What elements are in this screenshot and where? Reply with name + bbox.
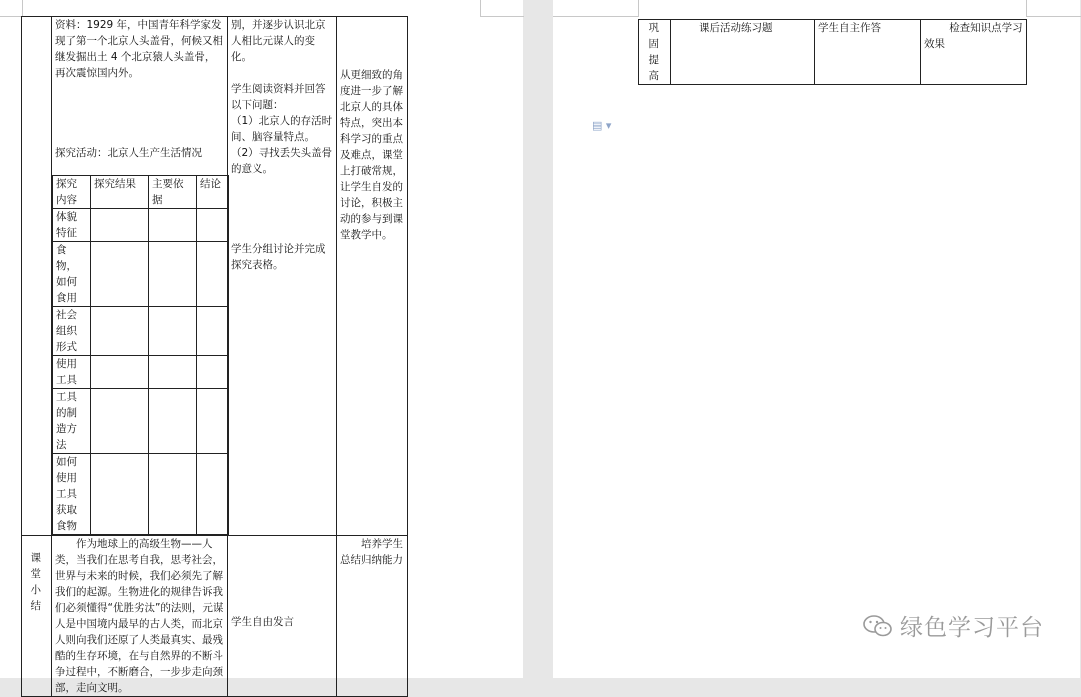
student-text: 学生自主作答 <box>818 22 881 34</box>
lesson-table-right <box>638 19 1027 85</box>
stage-cell <box>639 20 671 85</box>
row-label: 社会组织形式 <box>53 307 91 356</box>
material-text: 资料：1929 年，中国青年科学家发现了第一个北京人头盖骨，何候又相继发掘出土 4 个北京猿人头盖骨，再次震惊国内外。 <box>55 19 223 79</box>
stage-cell <box>22 17 52 536</box>
table-row <box>53 242 229 307</box>
row-label: 食物，如何食用 <box>53 242 91 307</box>
stage-cell <box>22 536 52 697</box>
question-2: （2）寻找丢失头盖骨的意义。 <box>231 147 333 175</box>
table-row-consolidate <box>639 20 1027 85</box>
row-label: 工具的制造方法 <box>53 389 91 454</box>
stage-label: 巩固提高 <box>648 22 659 82</box>
stage-label: 课堂小结 <box>30 552 41 612</box>
intent-cell <box>337 536 408 697</box>
row-label: 如何使用工具获取食物 <box>53 454 91 535</box>
summary-text: 作为地球上的高级生物——人类，当我们在思考自我，思考社会，世界与未来的时候，我们必须先了解我们的起源。生物进化的规律告诉我们必须懂得“优胜劣汰”的法则，元谋人是中国境内最早的古人类，而北京人则向我们还原了人类最真实、最残酷的生存环境，在与自然界的不断斗争过程中，不断磨合，一步步走向颈部，走向文明。 <box>55 538 224 694</box>
header-cell: 探究结果 <box>91 176 149 209</box>
content-text: 课后活动练习题 <box>699 22 773 34</box>
crop-mark-top-right <box>480 0 524 17</box>
row-label: 体貌特征 <box>53 209 91 242</box>
explore-table-header <box>53 176 229 209</box>
intent-text: 从更细致的角度进一步了解北京人的具体特点，突出本科学习的重点及难点，课堂上打破常规，让学生自发的讨论，积极主动的参与到课堂教学中。 <box>340 69 403 241</box>
header-cell: 结论 <box>197 176 229 209</box>
table-row-explore <box>22 17 408 536</box>
content-cell <box>52 536 228 697</box>
activity-title: 探究活动：北京人生产生活情况 <box>55 147 202 159</box>
student-text-top: 别，并逐步认识北京人相比元谋人的变化。 <box>231 19 326 63</box>
watermark <box>862 609 1044 642</box>
table-row-summary <box>22 536 408 697</box>
table-row <box>53 307 229 356</box>
student-group-text: 学生分组讨论并完成探究表格。 <box>231 243 326 271</box>
lesson-table-left <box>21 16 408 697</box>
document-page-left <box>0 0 523 694</box>
row-label: 使用工具 <box>53 356 91 389</box>
crop-mark-top-right <box>1026 0 1081 17</box>
header-cell: 探究内容 <box>53 176 91 209</box>
table-row <box>53 356 229 389</box>
student-activity-cell <box>228 536 337 697</box>
document-page-right <box>553 0 1080 678</box>
table-row <box>53 209 229 242</box>
content-cell <box>52 17 228 536</box>
header-cell: 主要依据 <box>149 176 197 209</box>
intent-cell <box>921 20 1027 85</box>
wechat-icon <box>862 613 894 639</box>
student-activity-cell <box>228 17 337 536</box>
intent-text: 检查知识点学习效果 <box>924 22 1023 50</box>
intent-text: 培养学生总结归纳能力 <box>340 538 403 566</box>
intent-cell <box>337 17 408 536</box>
question-1: （1）北京人的存活时间、脑容量特点。 <box>231 115 333 143</box>
student-text: 学生自由发言 <box>231 616 294 628</box>
crop-mark-top-left <box>0 0 23 17</box>
content-cell <box>671 20 815 85</box>
student-read-text: 学生阅读资料并回答以下问题： <box>231 83 326 111</box>
watermark-text: 绿色学习平台 <box>900 615 1044 641</box>
paste-options-icon[interactable]: ▤ ▾ <box>592 119 612 132</box>
crop-mark-top-left <box>553 0 639 17</box>
student-activity-cell <box>815 20 921 85</box>
explore-table <box>52 175 229 535</box>
table-row <box>53 454 229 535</box>
table-row <box>53 389 229 454</box>
